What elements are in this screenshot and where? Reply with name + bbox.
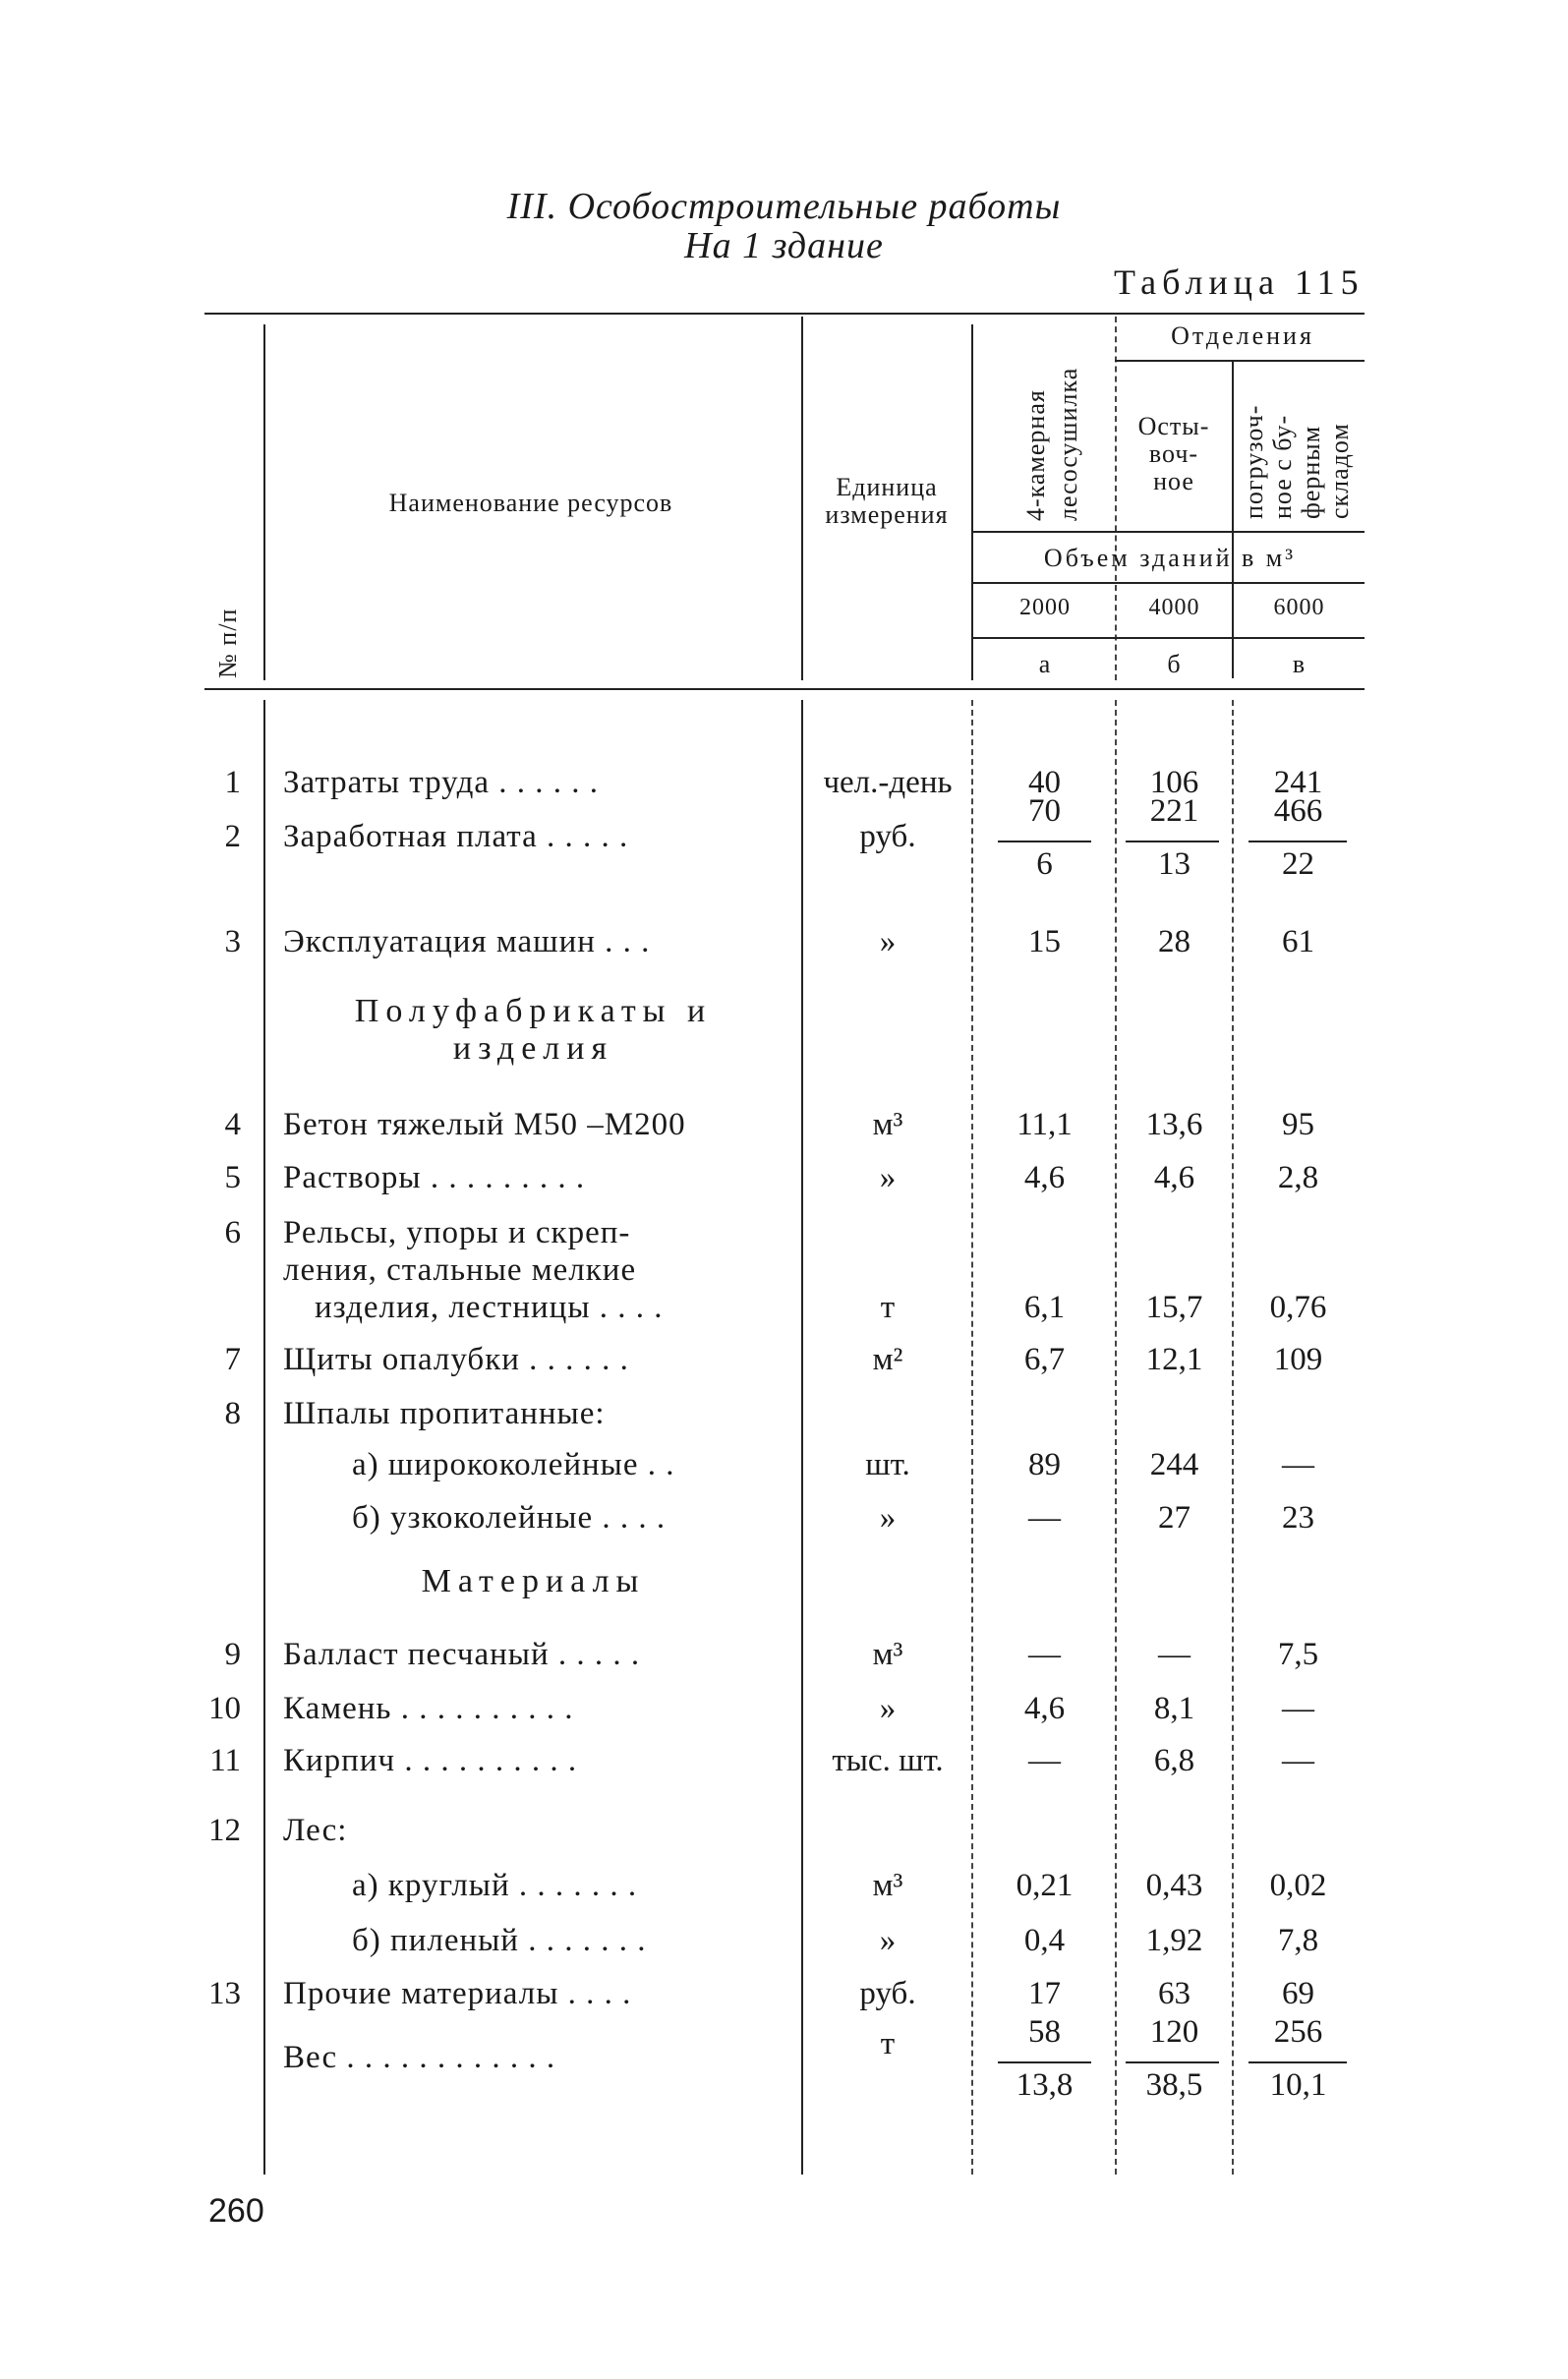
- section-heading: Материалы: [421, 1563, 646, 1599]
- value-a: —: [1028, 1500, 1061, 1536]
- header-num: № п/п: [213, 608, 242, 678]
- header-let-c: в: [1292, 650, 1307, 678]
- value-c: —: [1282, 1447, 1314, 1482]
- header-let-b: б: [1167, 650, 1182, 678]
- section-title: III. Особостроительные работы: [506, 186, 1062, 227]
- row-unit: чел.-день: [823, 765, 953, 800]
- header-unit-1: Единица: [836, 473, 938, 501]
- value-b: 12,1: [1145, 1342, 1203, 1377]
- header-name: Наименование ресурсов: [388, 489, 673, 517]
- row-unit: руб.: [859, 1976, 916, 2011]
- row-number: 2: [224, 819, 241, 854]
- table-label: Таблица 115: [1114, 262, 1365, 302]
- value-b: 63: [1158, 1976, 1191, 2011]
- row-name: Затраты труда . . . . . .: [283, 765, 600, 800]
- row-number: 3: [224, 924, 241, 959]
- value-b2: 13: [1158, 846, 1191, 882]
- row-name: Прочие материалы . . . .: [283, 1976, 632, 2011]
- fraction-line: [998, 841, 1091, 842]
- header-col-a-2: лесосушилка: [1054, 367, 1082, 521]
- body-divider: [263, 700, 265, 2175]
- value-b: 8,1: [1153, 1691, 1195, 1726]
- value-c: 0,76: [1269, 1290, 1327, 1325]
- row-unit: м³: [872, 1637, 903, 1672]
- value-a: 15: [1028, 924, 1061, 959]
- header-rule: [971, 531, 1365, 533]
- row-name: Растворы . . . . . . . . .: [283, 1160, 586, 1195]
- row-name: Рельсы, упоры и скреп-: [283, 1215, 631, 1250]
- header-col-c-4: складом: [1325, 423, 1354, 519]
- row-number: 9: [224, 1637, 241, 1672]
- col-divider: [1115, 317, 1117, 680]
- fraction-line: [1249, 841, 1347, 842]
- value-a: 58: [1028, 2014, 1061, 2050]
- value-b: 244: [1149, 1447, 1199, 1482]
- value-c: 69: [1282, 1976, 1314, 2011]
- header-departments: Отделения: [1171, 321, 1314, 350]
- row-number: 8: [224, 1396, 241, 1431]
- value-c: —: [1282, 1691, 1314, 1726]
- header-rule: [971, 582, 1365, 584]
- subtitle: На 1 здание: [684, 225, 884, 266]
- section-heading: Полуфабрикаты и: [354, 993, 713, 1029]
- value-c2: 10,1: [1269, 2067, 1327, 2103]
- value-a2: 13,8: [1016, 2067, 1074, 2103]
- value-a: —: [1028, 1743, 1061, 1778]
- value-c: 7,8: [1277, 1923, 1319, 1958]
- value-a: 70: [1028, 793, 1061, 829]
- col-divider: [263, 324, 265, 680]
- value-b: 106: [1149, 765, 1199, 800]
- header-col-c-3: ферным: [1297, 425, 1325, 519]
- row-unit: »: [879, 1923, 897, 1958]
- row-number: 13: [208, 1976, 241, 2011]
- row-name: Камень . . . . . . . . . .: [283, 1691, 574, 1726]
- header-col-a-1: 4-камерная: [1021, 389, 1050, 521]
- value-b: 4,6: [1153, 1160, 1195, 1195]
- value-a: 40: [1028, 765, 1061, 800]
- value-b: 15,7: [1145, 1290, 1203, 1325]
- section-heading: изделия: [452, 1030, 614, 1067]
- value-a: 6,1: [1023, 1290, 1066, 1325]
- row-number: 10: [208, 1691, 241, 1726]
- col-divider: [1232, 362, 1234, 678]
- body-divider: [971, 700, 973, 2175]
- row-number: 12: [208, 1813, 241, 1848]
- row-name: Лес:: [283, 1813, 348, 1848]
- value-b: 1,92: [1145, 1923, 1203, 1958]
- header-vol-b: 4000: [1148, 595, 1200, 620]
- value-a: 17: [1028, 1976, 1061, 2011]
- fraction-line: [1249, 2061, 1347, 2063]
- row-number: 6: [224, 1215, 241, 1250]
- header-let-a: а: [1038, 650, 1052, 678]
- value-b: 0,43: [1145, 1868, 1203, 1903]
- value-a: 4,6: [1023, 1691, 1066, 1726]
- row-name: а) ширококолейные . .: [352, 1447, 675, 1482]
- header-vol-c: 6000: [1273, 595, 1325, 620]
- row-number: 7: [224, 1342, 241, 1377]
- value-b: 28: [1158, 924, 1191, 959]
- value-c: 256: [1273, 2014, 1323, 2050]
- header-unit-2: измерения: [825, 500, 949, 529]
- row-name: б) пиленый . . . . . . .: [352, 1923, 647, 1958]
- value-a2: 6: [1036, 846, 1053, 882]
- row-unit: м³: [872, 1868, 903, 1903]
- value-b2: 38,5: [1145, 2067, 1203, 2103]
- value-c: —: [1282, 1743, 1314, 1778]
- value-a: 11,1: [1016, 1107, 1073, 1142]
- value-b: —: [1158, 1637, 1191, 1672]
- value-a: 4,6: [1023, 1160, 1066, 1195]
- header-col-c-1: погрузоч-: [1240, 404, 1268, 519]
- row-name: Балласт песчаный . . . . .: [283, 1637, 641, 1672]
- row-unit: »: [879, 1691, 897, 1726]
- row-unit: »: [879, 1160, 897, 1195]
- value-a: 89: [1028, 1447, 1061, 1482]
- col-divider: [801, 317, 803, 680]
- row-name: а) круглый . . . . . . .: [352, 1868, 638, 1903]
- row-name: Эксплуатация машин . . .: [283, 924, 651, 959]
- value-b: 221: [1149, 793, 1199, 829]
- value-c: 23: [1282, 1500, 1314, 1536]
- value-c: 2,8: [1277, 1160, 1319, 1195]
- row-name: Вес . . . . . . . . . . . .: [283, 2040, 556, 2075]
- value-c: 61: [1282, 924, 1314, 959]
- value-b: 120: [1149, 2014, 1199, 2050]
- row-unit: шт.: [865, 1447, 910, 1482]
- row-number: 5: [224, 1160, 241, 1195]
- value-c: 95: [1282, 1107, 1314, 1142]
- row-number: 1: [224, 765, 241, 800]
- row-number: 11: [209, 1743, 241, 1778]
- row-name: ления, стальные мелкие: [283, 1252, 637, 1288]
- row-name: Заработная плата . . . . .: [283, 819, 629, 854]
- value-b: 27: [1158, 1500, 1191, 1536]
- row-unit: м²: [872, 1342, 903, 1377]
- fraction-line: [998, 2061, 1091, 2063]
- value-b: 13,6: [1145, 1107, 1203, 1142]
- body-divider: [801, 700, 803, 2175]
- value-a: —: [1028, 1637, 1061, 1672]
- header-volume: Объем зданий в м³: [1043, 544, 1297, 572]
- row-unit: м³: [872, 1107, 903, 1142]
- row-name: Кирпич . . . . . . . . . .: [283, 1743, 578, 1778]
- header-bottom-rule: [204, 688, 1365, 690]
- header-col-b-1: Осты-: [1137, 412, 1210, 440]
- value-c: 241: [1273, 765, 1323, 800]
- header-vol-a: 2000: [1019, 595, 1071, 620]
- table-top-rule: [204, 313, 1365, 315]
- col-divider: [971, 324, 973, 680]
- value-b: 6,8: [1153, 1743, 1195, 1778]
- row-unit: »: [879, 1500, 897, 1536]
- row-name: б) узкоколейные . . . .: [352, 1500, 667, 1536]
- row-number: 4: [224, 1107, 241, 1142]
- row-name: Шпалы пропитанные:: [283, 1396, 606, 1431]
- fraction-line: [1126, 841, 1219, 842]
- row-unit: т: [880, 1290, 896, 1325]
- header-rule: [971, 637, 1365, 639]
- row-unit: т: [880, 2026, 896, 2061]
- row-name: Бетон тяжелый М50 –М200: [283, 1107, 686, 1142]
- fraction-line: [1126, 2061, 1219, 2063]
- value-a: 0,4: [1023, 1923, 1066, 1958]
- value-c2: 22: [1282, 846, 1314, 882]
- value-c: 0,02: [1269, 1868, 1327, 1903]
- row-name: изделия, лестницы . . . .: [315, 1290, 664, 1325]
- value-c: 109: [1273, 1342, 1323, 1377]
- header-col-b-2: воч-: [1148, 439, 1199, 468]
- row-unit: руб.: [859, 819, 916, 854]
- header-col-b-3: ное: [1153, 467, 1194, 495]
- page-number: 260: [208, 2192, 264, 2230]
- value-c: 466: [1273, 793, 1323, 829]
- header-col-c-2: ное с бу-: [1268, 414, 1297, 519]
- row-unit: тыс. шт.: [832, 1743, 944, 1778]
- value-a: 0,21: [1016, 1868, 1074, 1903]
- value-a: 6,7: [1023, 1342, 1066, 1377]
- row-name: Щиты опалубки . . . . . .: [283, 1342, 629, 1377]
- header-rule: [1115, 360, 1365, 362]
- row-unit: »: [879, 924, 897, 959]
- value-c: 7,5: [1277, 1637, 1319, 1672]
